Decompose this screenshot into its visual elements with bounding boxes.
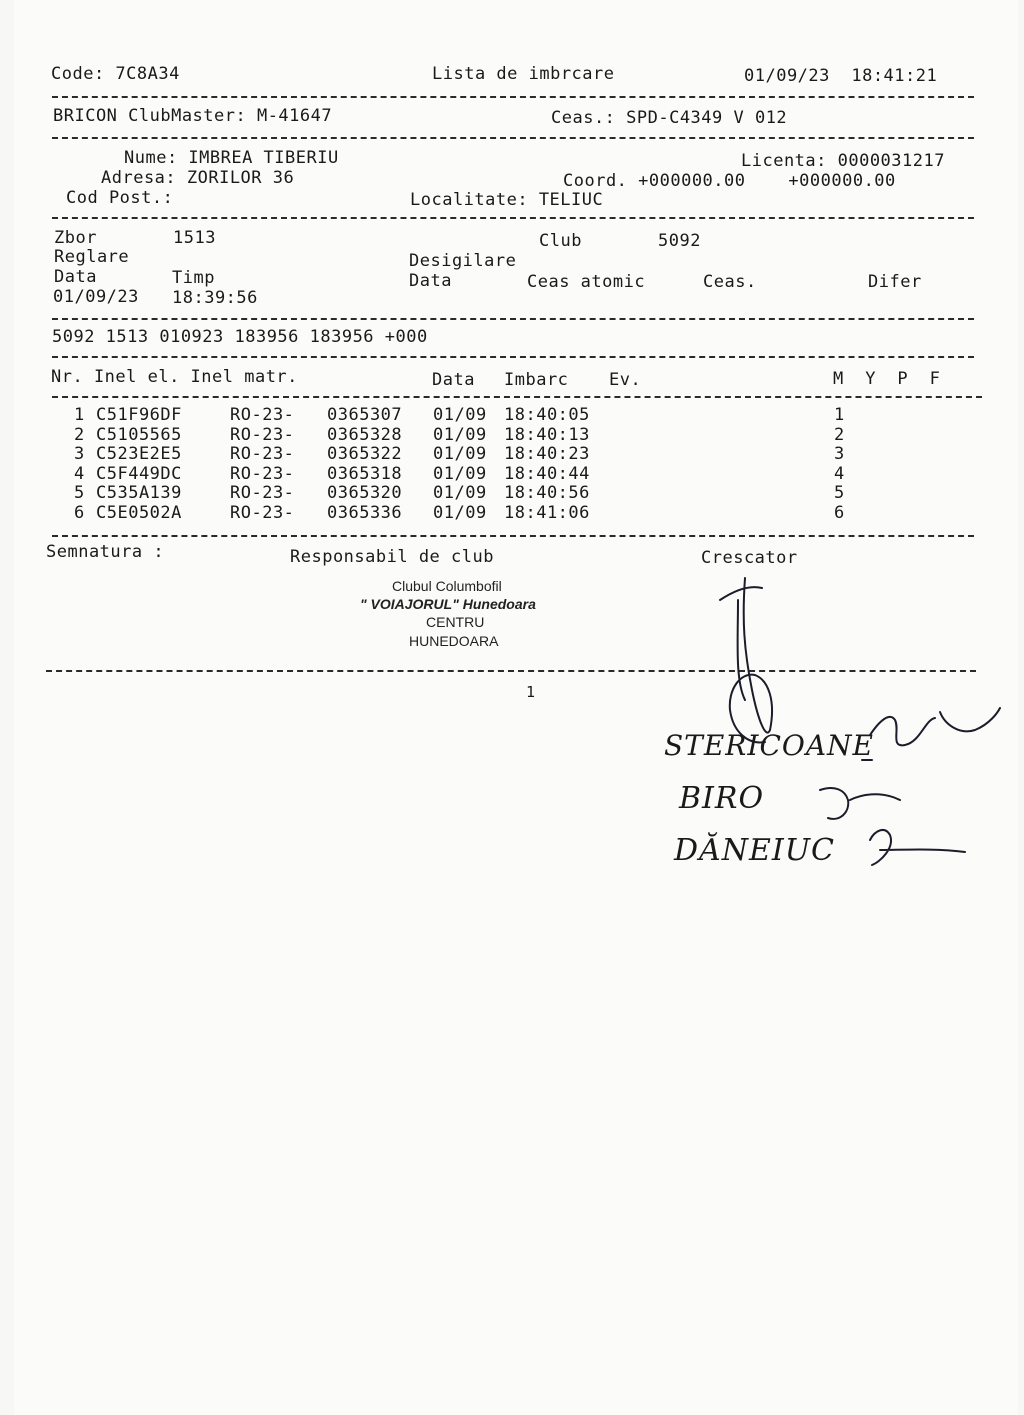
postal-code: Cod Post.: [66, 188, 174, 208]
ring-number: 0365328 [327, 424, 403, 445]
arrival-date: 01/09 [433, 444, 487, 464]
divider [52, 535, 974, 537]
page [14, 0, 1018, 1415]
divider [52, 96, 974, 98]
ring-number: 0365320 [327, 483, 403, 503]
electronic-ring: C5E0502A [96, 502, 182, 523]
flight-label: Zbor [54, 228, 97, 248]
ring-prefix: RO-23- [230, 444, 295, 464]
clock-label: Ceas. [703, 272, 757, 292]
ring-prefix: RO-23- [230, 502, 295, 523]
ring-prefix: RO-23- [230, 483, 295, 503]
breeder-label: Crescator [701, 548, 798, 568]
header-datetime: 01/09/23 18:41:21 [744, 66, 938, 86]
row-number: 3 [74, 444, 85, 464]
table-header-ev: Ev. [609, 370, 642, 390]
arrival-time: 18:40:56 [504, 483, 590, 503]
signature-label: Semnatura : [46, 542, 165, 562]
club-responsible-label: Responsabil de club [290, 547, 494, 567]
electronic-ring: C535A139 [96, 483, 182, 503]
electronic-ring: C523E2E5 [96, 444, 182, 464]
divider [52, 137, 974, 139]
summary-code-line: 5092 1513 010923 183956 183956 +000 [52, 327, 428, 347]
ring-number: 0365318 [327, 463, 403, 484]
electronic-ring: C51F96DF [96, 405, 182, 425]
arrival-date: 01/09 [433, 483, 487, 503]
handwritten-name: BIRO [679, 781, 765, 816]
code-label: Code: 7C8A34 [51, 64, 180, 84]
divider [52, 217, 974, 219]
ring-number: 0365307 [327, 405, 403, 425]
divider [52, 396, 982, 398]
arrival-time: 18:41:06 [504, 502, 590, 523]
row-number: 1 [74, 405, 85, 425]
handwritten-name: STERICOANE [664, 729, 874, 762]
club-number: 5092 [658, 231, 701, 251]
electronic-ring: C5F449DC [96, 463, 182, 484]
locality: Localitate: TELIUC [410, 190, 604, 210]
ring-number: 0365336 [327, 502, 403, 523]
table-header-imbarc: Imbarc [504, 370, 569, 390]
stamp-line: CENTRU [426, 614, 485, 630]
arrival-time: 18:40:13 [504, 424, 590, 445]
position-m: 4 [834, 463, 845, 484]
divider [46, 670, 976, 672]
desigilare-label: Desigilare [409, 251, 517, 271]
table-header-mypf: M Y P F [833, 369, 941, 389]
arrival-date: 01/09 [433, 424, 487, 445]
row-number: 5 [74, 483, 85, 503]
position-m: 1 [834, 405, 845, 425]
club-label: Club [539, 231, 582, 251]
document-title: Lista de imbrcare [432, 64, 615, 84]
arrival-date: 01/09 [433, 405, 487, 425]
position-m: 2 [834, 424, 845, 445]
timp-label: Timp [172, 268, 215, 288]
table-header-date: Data [432, 370, 475, 390]
coordinates: Coord. +000000.00 +000000.00 [563, 171, 896, 191]
position-m: 3 [834, 444, 845, 464]
clubmaster-label: BRICON ClubMaster: M-41647 [53, 106, 333, 126]
divider [52, 356, 974, 358]
owner-name: Nume: IMBREA TIBERIU [124, 148, 339, 168]
flight-number: 1513 [173, 228, 216, 248]
flight-time: 18:39:56 [172, 288, 258, 308]
flight-date: 01/09/23 [53, 287, 139, 307]
stamp-line: " VOIAJORUL" Hunedoara [360, 596, 536, 612]
arrival-date: 01/09 [433, 502, 487, 523]
desigilare-data-label: Data [409, 271, 452, 291]
row-number: 2 [74, 424, 85, 445]
position-m: 5 [834, 483, 845, 503]
owner-address: Adresa: ZORILOR 36 [101, 168, 295, 188]
ceas-label: Ceas.: SPD-C4349 V 012 [551, 108, 788, 128]
arrival-date: 01/09 [433, 463, 487, 484]
position-m: 6 [834, 502, 845, 523]
atomic-clock-label: Ceas atomic [527, 272, 646, 292]
ring-prefix: RO-23- [230, 463, 295, 484]
arrival-time: 18:40:44 [504, 463, 590, 484]
difference-label: Difer [868, 272, 922, 292]
arrival-time: 18:40:05 [504, 405, 590, 425]
ring-prefix: RO-23- [230, 424, 295, 445]
row-number: 6 [74, 502, 85, 523]
ring-number: 0365322 [327, 444, 403, 464]
stamp-line: Clubul Columbofil [392, 578, 502, 594]
table-header-rings: Nr. Inel el. Inel matr. [51, 367, 298, 387]
data-label: Data [54, 267, 97, 287]
electronic-ring: C5105565 [96, 424, 182, 445]
page-number: 1 [526, 683, 536, 701]
ring-prefix: RO-23- [230, 405, 295, 425]
stamp-line: HUNEDOARA [409, 633, 499, 649]
row-number: 4 [74, 463, 85, 484]
arrival-time: 18:40:23 [504, 444, 590, 464]
licence-number: Licenta: 0000031217 [741, 151, 945, 171]
handwritten-name: DĂNEIUC [674, 833, 835, 868]
reglare-label: Reglare [54, 247, 130, 267]
divider [52, 318, 974, 320]
